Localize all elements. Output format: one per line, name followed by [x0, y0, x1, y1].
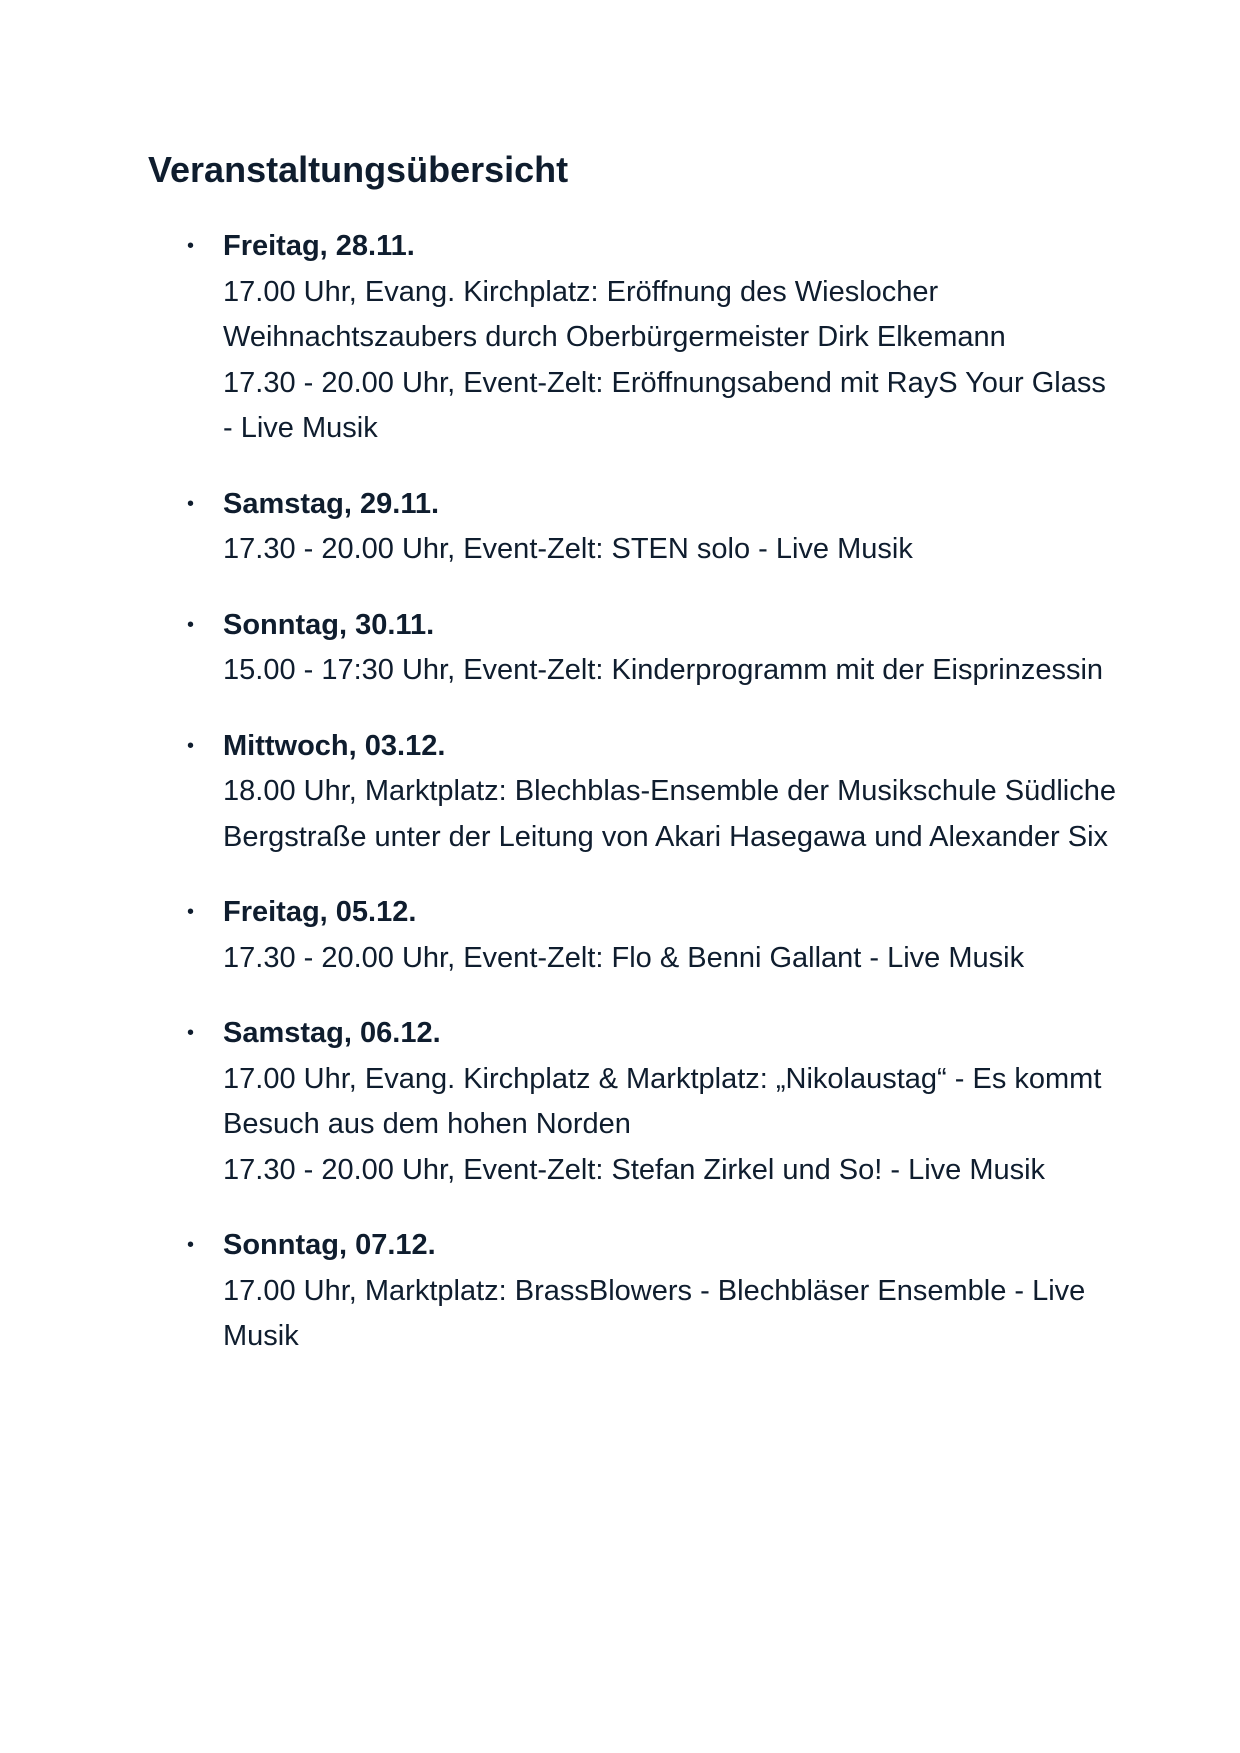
event-line: 18.00 Uhr, Marktplatz: Blechblas-Ensemble der Musikschule Südliche Bergstraße unter der Leitung von Akari Hasegawa und Alexander Six — [223, 775, 1116, 853]
event-item — [0, 1011, 1240, 1193]
bullet-icon: • — [187, 1234, 195, 1256]
event-item — [0, 482, 1240, 573]
event-line: 17.30 - 20.00 Uhr, Event-Zelt: Eröffnungsabend mit RayS Your Glass - Live Musik — [223, 366, 1106, 444]
bullet-icon: • — [187, 734, 195, 757]
event-item — [0, 724, 1240, 861]
event-list — [0, 224, 1240, 1390]
page-title: Veranstaltungsübersicht — [148, 149, 569, 190]
event-line: 17.30 - 20.00 Uhr, Event-Zelt: Flo & Benni Gallant - Live Musik — [223, 941, 1025, 974]
event-day: Samstag, 29.11. — [223, 487, 440, 520]
bullet-icon: • — [187, 1022, 195, 1044]
event-day: Freitag, 05.12. — [223, 896, 417, 928]
event-line: 17.00 Uhr, Evang. Kirchplatz & Marktplatz: „Nikolaustag“ - Es kommt Besuch aus dem hohen Norden — [223, 1062, 1102, 1140]
event-day: Sonntag, 07.12. — [223, 1229, 436, 1261]
event-line: 17.30 - 20.00 Uhr, Event-Zelt: STEN solo - Live Musik — [223, 533, 913, 565]
bullet-icon: • — [187, 901, 195, 923]
event-day: Samstag, 06.12. — [223, 1017, 441, 1049]
event-day: Sonntag, 30.11. — [223, 608, 435, 641]
event-item — [0, 603, 1240, 694]
event-line: 17.00 Uhr, Marktplatz: BrassBlowers - Blechbläser Ensemble - Live Musik — [223, 1274, 1086, 1352]
event-line: 17.30 - 20.00 Uhr, Event-Zelt: Stefan Zirkel und So! - Live Musik — [223, 1153, 1046, 1186]
event-line: 17.00 Uhr, Evang. Kirchplatz: Eröffnung des Wieslocher Weihnachtszaubers durch Oberbürgermeister Dirk Elkemann — [223, 275, 1006, 353]
bullet-icon: • — [187, 492, 195, 515]
event-item — [0, 1223, 1240, 1360]
event-day: Freitag, 28.11. — [223, 230, 415, 262]
event-item — [0, 224, 1240, 452]
event-day: Mittwoch, 03.12. — [223, 729, 446, 762]
bullet-icon: • — [187, 235, 195, 257]
bullet-icon: • — [187, 613, 195, 636]
event-item — [0, 890, 1240, 981]
event-line: 15.00 - 17:30 Uhr, Event-Zelt: Kinderprogramm mit der Eisprinzessin — [223, 654, 1104, 686]
